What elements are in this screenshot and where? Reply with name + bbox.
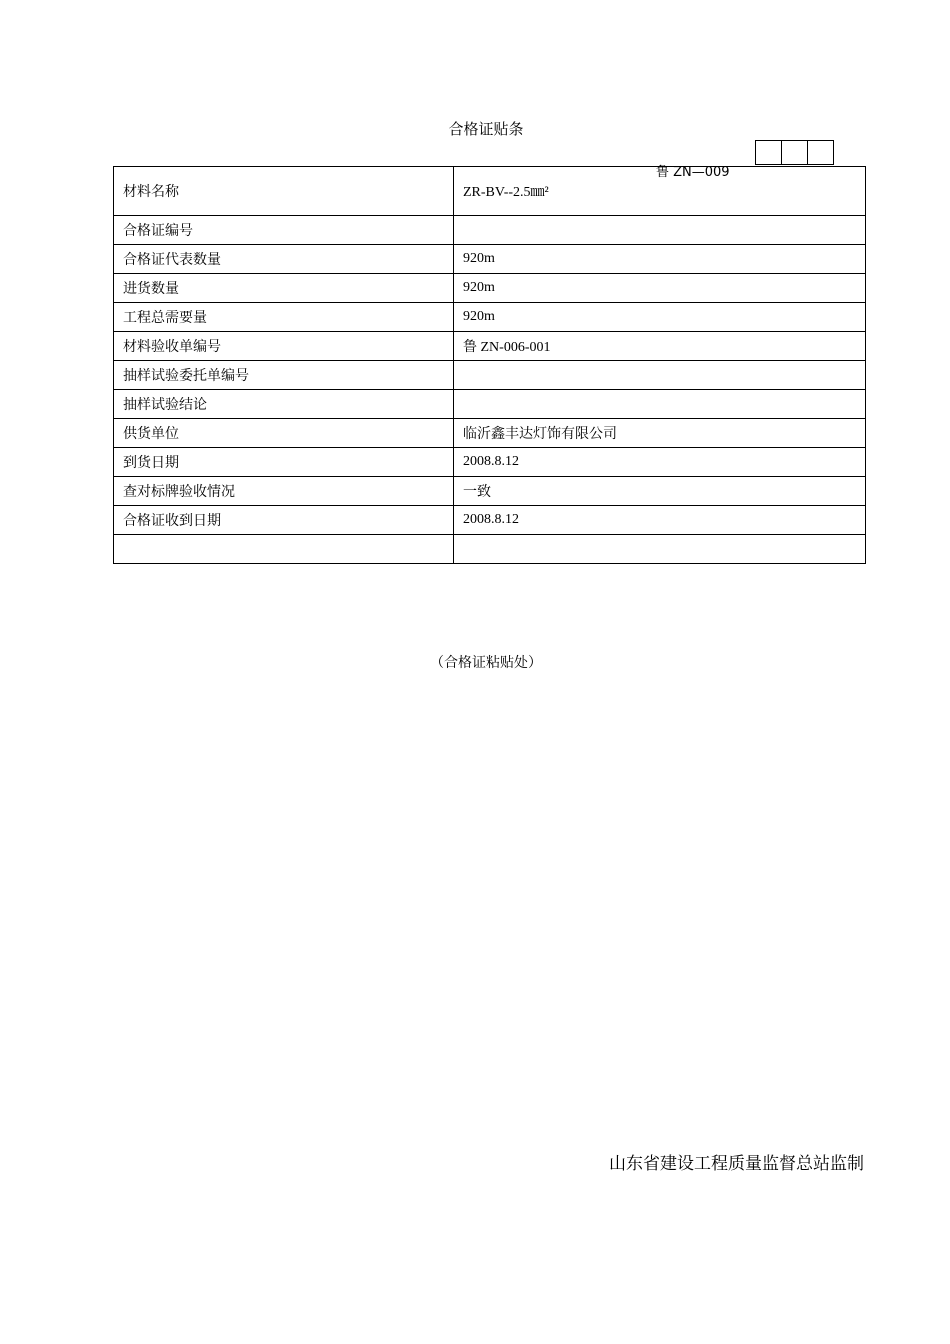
- row-value: ZR-BV--2.5㎜²: [454, 167, 866, 216]
- row-label: 合格证编号: [114, 216, 454, 245]
- table-row: [114, 332, 866, 361]
- row-value: [454, 361, 866, 390]
- row-value: 920m: [454, 274, 866, 303]
- table-row: [114, 303, 866, 332]
- row-label: 材料验收单编号: [114, 332, 454, 361]
- row-label: 查对标牌验收情况: [114, 477, 454, 506]
- code-box: [755, 140, 782, 165]
- table-row: [114, 390, 866, 419]
- table-row: [114, 274, 866, 303]
- row-value: [454, 535, 866, 564]
- certificate-paste-area-note: （合格证粘贴处）: [430, 655, 542, 671]
- form-code-label: 鲁 ZN—009: [656, 165, 730, 180]
- row-label: 进货数量: [114, 274, 454, 303]
- table-row: [114, 361, 866, 390]
- table-row: [114, 245, 866, 274]
- table-row: [114, 448, 866, 477]
- row-label: 合格证代表数量: [114, 245, 454, 274]
- row-value: 一致: [454, 477, 866, 506]
- certificate-form-table: [113, 166, 866, 564]
- code-box: [807, 140, 834, 165]
- row-value: [454, 390, 866, 419]
- row-value: 920m: [454, 245, 866, 274]
- row-label: 抽样试验委托单编号: [114, 361, 454, 390]
- row-value: 2008.8.12: [454, 448, 866, 477]
- issuer-footer: 山东省建设工程质量监督总站监制: [609, 1154, 864, 1174]
- row-value: 临沂鑫丰达灯饰有限公司: [454, 419, 866, 448]
- row-label: 合格证收到日期: [114, 506, 454, 535]
- row-label: [114, 535, 454, 564]
- row-value: [454, 216, 866, 245]
- code-boxes: [755, 140, 834, 165]
- table-row: [114, 477, 866, 506]
- row-label: 到货日期: [114, 448, 454, 477]
- row-value: 2008.8.12: [454, 506, 866, 535]
- row-label: 材料名称: [114, 167, 454, 216]
- row-label: 供货单位: [114, 419, 454, 448]
- document-title: 合格证贴条: [448, 120, 524, 138]
- table-row: [114, 167, 866, 216]
- code-box: [781, 140, 808, 165]
- row-value: 920m: [454, 303, 866, 332]
- table-row: [114, 535, 866, 564]
- table-row: [114, 419, 866, 448]
- table-row: [114, 216, 866, 245]
- table-row: [114, 506, 866, 535]
- row-label: 抽样试验结论: [114, 390, 454, 419]
- row-value: 鲁 ZN-006-001: [454, 332, 866, 361]
- row-label: 工程总需要量: [114, 303, 454, 332]
